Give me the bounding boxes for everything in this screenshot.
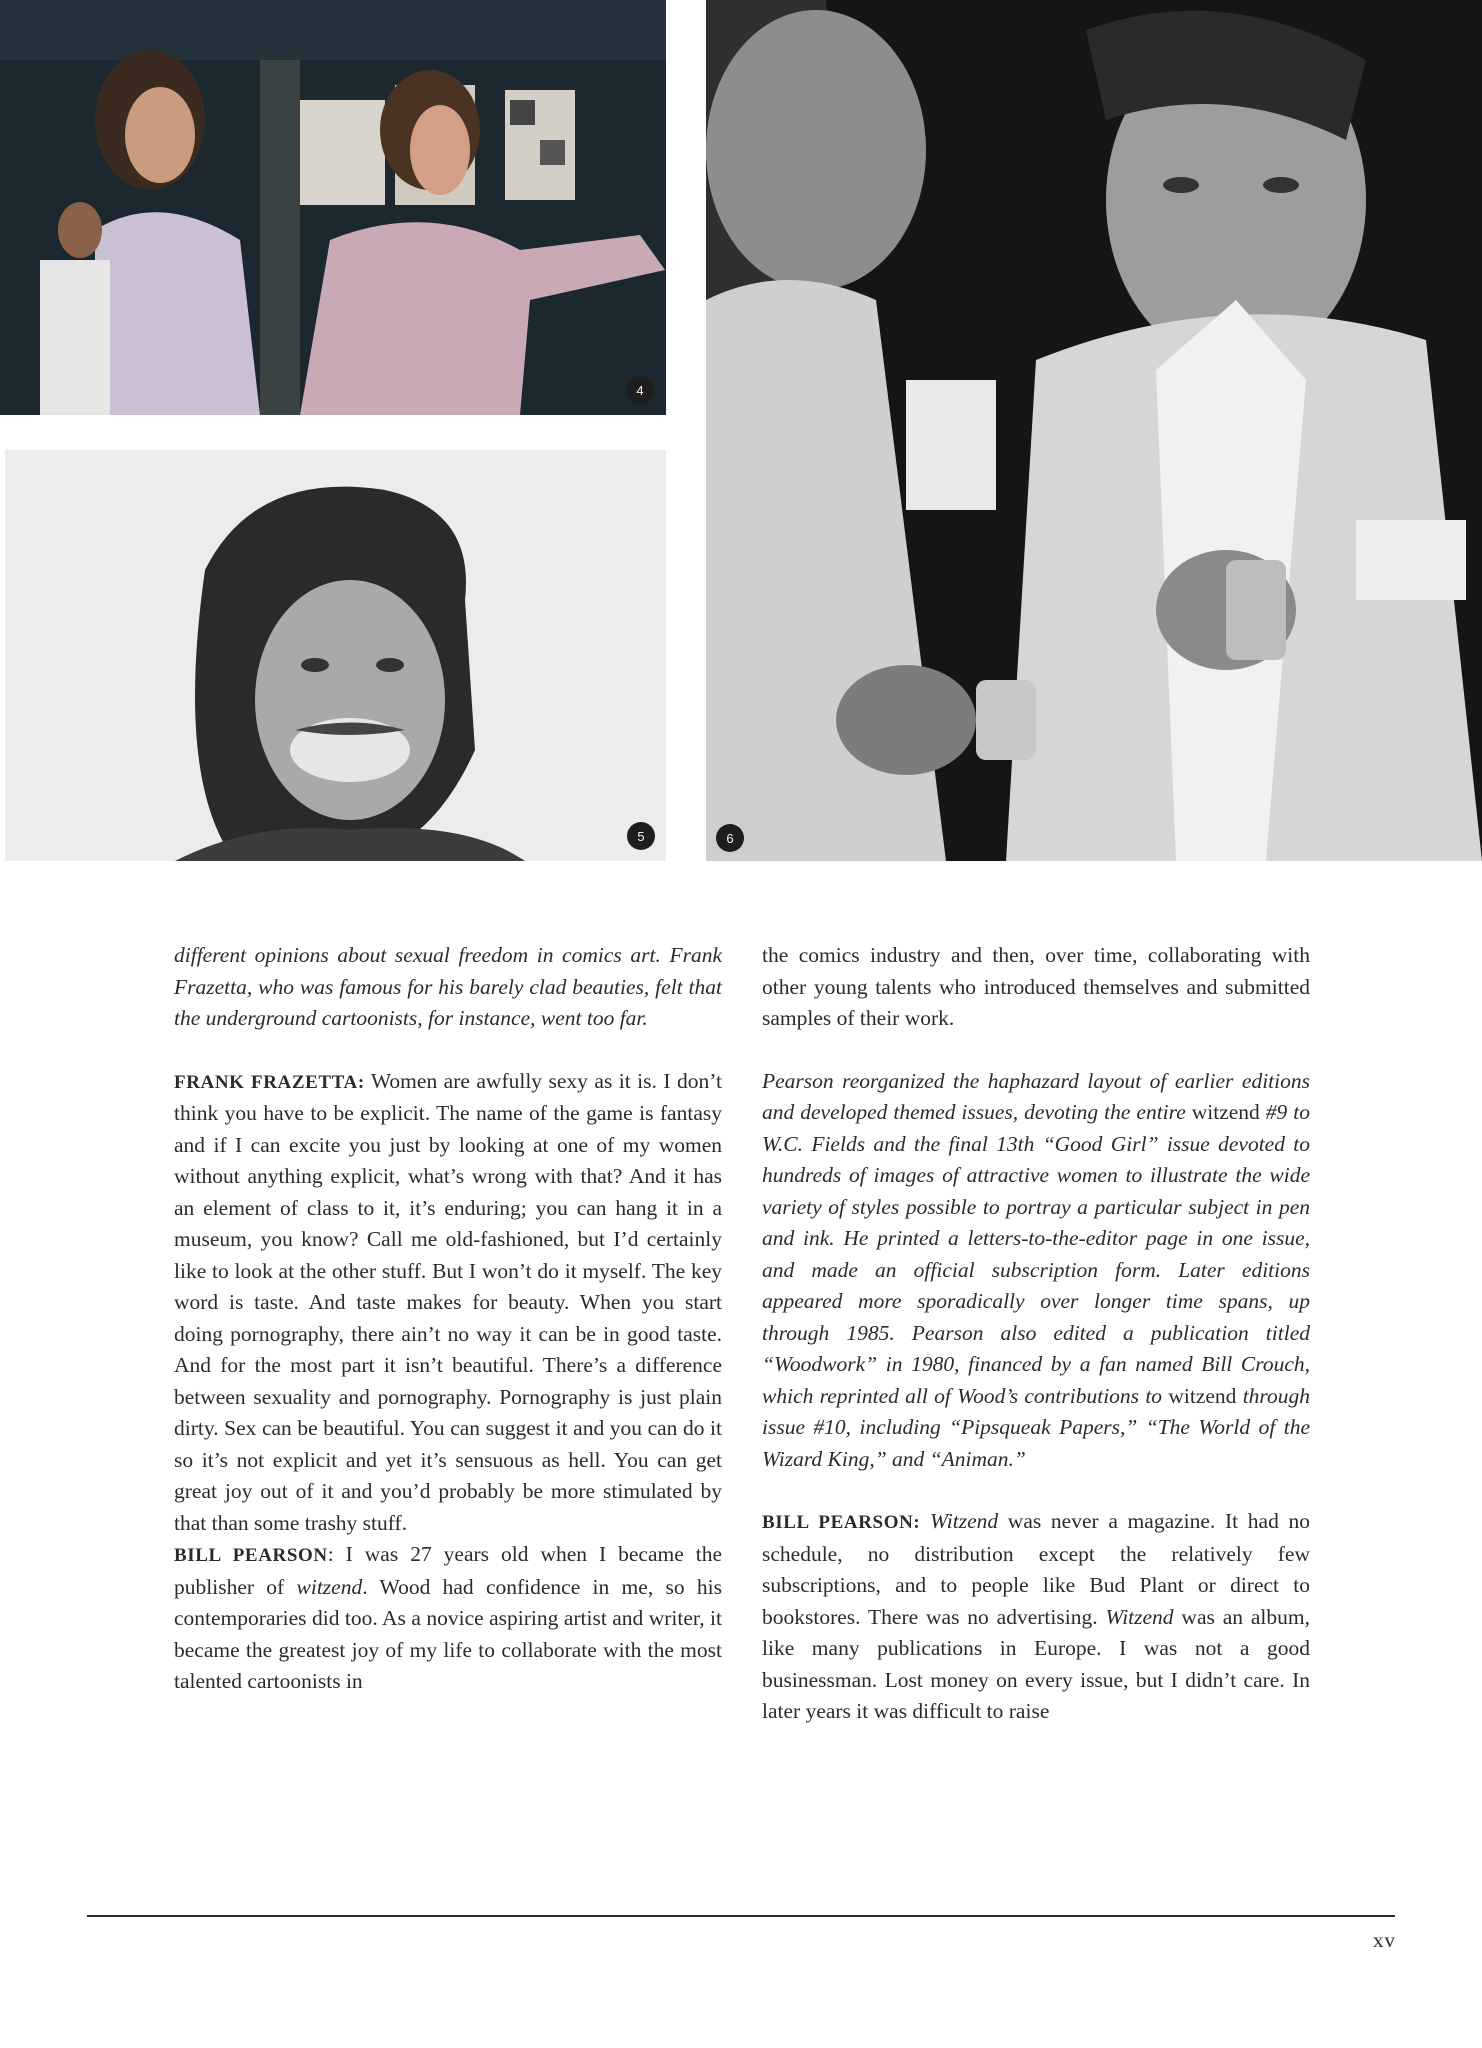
intro-paragraph: different opinions about sexual freedom in comics art. Frank Frazetta, who was famous for his barely clad beauties, felt that the underground cartoonists, for instance, went too far. — [174, 943, 722, 1030]
photo-number-badge: 4 — [626, 376, 654, 404]
speaker-name: BILL PEARSON: — [762, 1512, 921, 1533]
speaker-name: BILL PEARSON — [174, 1545, 328, 1566]
body-text: Pearson reorganized the haphazard layout of earlier editions and developed themed issues, devoting the entire — [762, 1068, 1310, 1124]
left-text-column — [174, 940, 722, 1698]
right-text-column — [762, 940, 1310, 1728]
frazetta-quote — [174, 1066, 722, 1540]
page-number: xv — [1373, 1928, 1396, 1952]
speaker-name: FRANK FRAZETTA: — [174, 1071, 365, 1093]
publication-title: witzend — [1168, 1383, 1237, 1408]
quote-text: Women are awfully sexy as it is. I don’t think you have to be explicit. The name of the game is fantasy and if I can excite you just by looking at one of my women without anything explicit, what’s wrong with that? And it has an element of class to it, it’s enduring; you can hang it in a museum, you know? Call me old-fashioned, but I’d certainly like to look at the other stuff. But I won’t do it myself. The key word is taste. And taste makes for beauty. When you start doing pornography, there ain’t no way it can be in good taste. And for the most part it isn’t beautiful. There’s a difference between sexuality and pornography. Pornography is just plain dirty. Sex can be beautiful. You can suggest it and you can do it so it’s not explicit and yet it’s sensuous as hell. You can get great joy out of it and you’d probably be more stimulated by that than some trashy stuff. — [174, 1068, 722, 1535]
pearson-quote-2 — [762, 1506, 1310, 1728]
photo-5 — [5, 450, 666, 861]
photo-4 — [0, 0, 666, 415]
footer-rule — [87, 1915, 1395, 1917]
continued-paragraph: the comics industry and then, over time, collaborating with other young talents who introduced themselves and submitted samples of their work. — [762, 943, 1310, 1030]
pearson-quote — [174, 1539, 722, 1698]
publication-title: witzend — [1191, 1100, 1260, 1124]
quote-text: was never a magazine. It had no schedule, no distribution except the relatively few subscriptions, and to people like Bud Plant or direct to bookstores. There was no advertising. — [762, 1509, 1311, 1629]
quote-text: was an album, like many publications in Europe. I was not a good businessman. Lost money on every issue, but I didn’t care. In later years it was difficult to raise — [762, 1604, 1311, 1723]
photo-number-badge: 5 — [627, 822, 655, 850]
publication-title: Witzend — [1105, 1604, 1174, 1629]
quote-text: . Wood had confidence in me, so his contemporaries did too. As a novice aspiring artist and writer, it became the greatest joy of my life to collaborate with the most talented cartoonists in — [174, 1574, 722, 1693]
publication-title: Witzend — [930, 1509, 999, 1533]
photo-number-badge: 6 — [716, 824, 744, 852]
quote-text: : I was 27 years old when I became the publisher of — [174, 1542, 722, 1599]
editorial-paragraph — [762, 1066, 1310, 1476]
publication-title: witzend — [296, 1574, 363, 1599]
body-text: through issue #10, including “Pipsqueak Papers,” “The World of the Wizard King,” and “Animan.” — [762, 1383, 1310, 1471]
photo-6 — [706, 0, 1482, 861]
body-text: #9 to W.C. Fields and the final 13th “Good Girl” issue devoted to hundreds of images of attractive women to illustrate the wide variety of styles possible to portray a particular subject in pen and ink. He printed a letters-to-the-editor page in one issue, and made an official subscription form. Later editions appeared more sporadically over longer time spans, up through 1985. Pearson also edited a publication titled “Woodwork” in 1980, financed by a fan named Bill Crouch, which reprinted all of Wood’s contributions to — [762, 1100, 1310, 1408]
